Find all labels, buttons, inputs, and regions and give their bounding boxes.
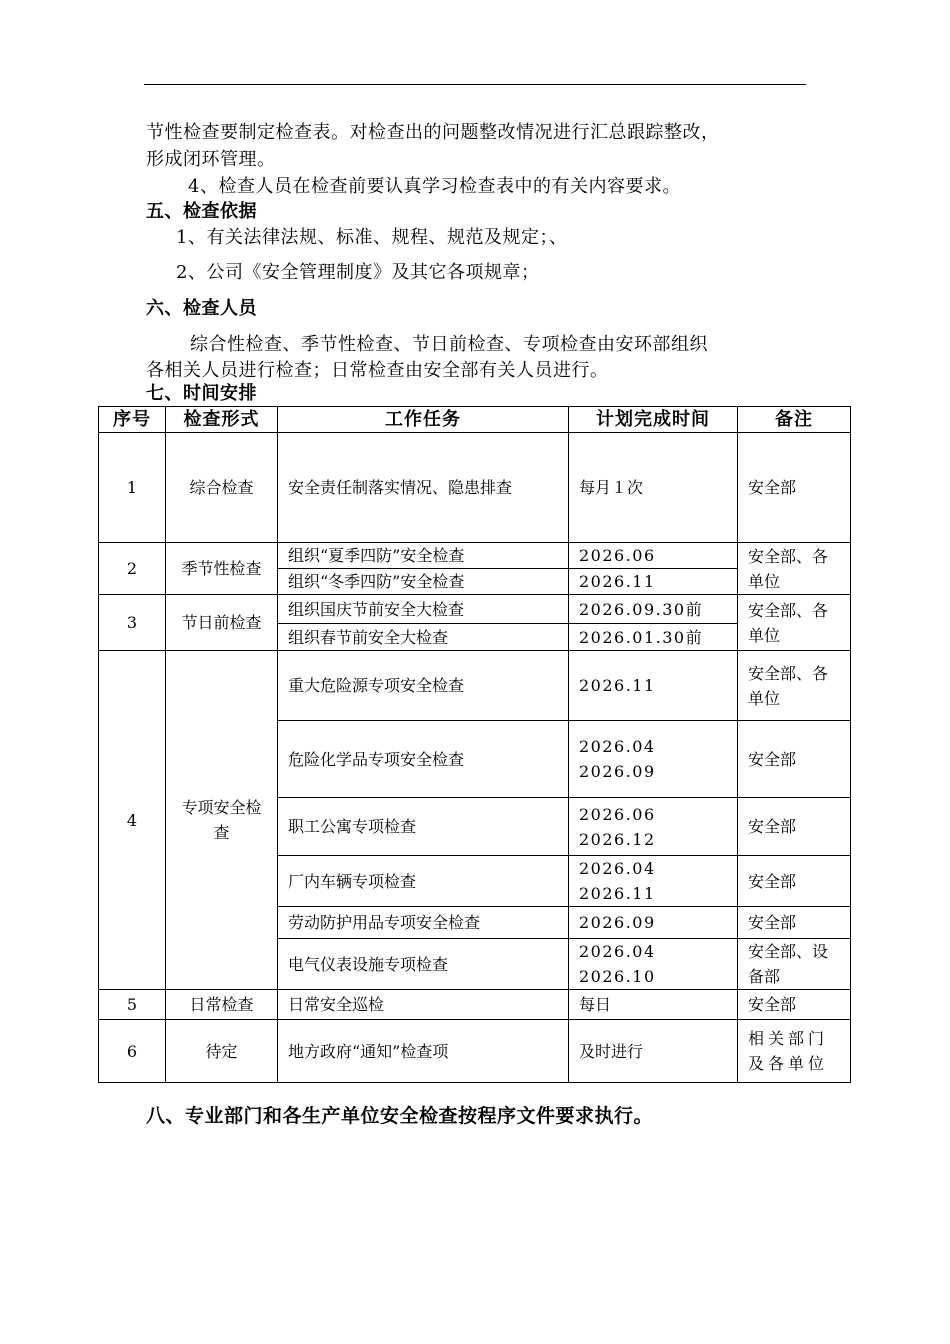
section-heading-5: 五、检查依据: [146, 201, 257, 222]
check-type: 节日前检查: [166, 595, 278, 651]
note-cell: 安全部: [738, 721, 851, 798]
task-cell: 组织国庆节前安全大检查: [278, 595, 569, 624]
task-cell: 组织“冬季四防”安全检查: [278, 569, 569, 595]
note-cell: 相关部门及各单位: [738, 1020, 851, 1083]
time-cell: 每月１次: [569, 433, 738, 543]
time-line: 2026.10: [579, 967, 656, 986]
time-cell: [569, 798, 738, 856]
time-cell: 2026.11: [569, 569, 738, 595]
time-line: 2026.09: [579, 762, 656, 781]
body-text-line: 形成闭环管理。: [146, 149, 276, 170]
note-cell: 安全部: [738, 433, 851, 543]
header-rule: [144, 84, 806, 85]
time-cell: [569, 856, 738, 907]
time-cell: 2026.09: [569, 907, 738, 939]
time-line: 2026.06: [579, 804, 656, 824]
row-number: 2: [99, 543, 166, 595]
schedule-table: [98, 406, 851, 1083]
header-time: 计划完成时间: [569, 407, 738, 433]
row-number: 6: [99, 1020, 166, 1083]
task-cell: 组织“夏季四防”安全检查: [278, 543, 569, 569]
note-cell: 安全部: [738, 907, 851, 939]
task-cell: 地方政府“通知”检查项: [278, 1020, 569, 1083]
check-type: 综合检查: [166, 433, 278, 543]
row-number: 3: [99, 595, 166, 651]
time-cell: 2026.09.30前: [569, 595, 738, 624]
time-line: 2026.04: [579, 859, 656, 878]
note-cell: 安全部: [738, 990, 851, 1020]
time-line: 2026.04: [579, 737, 656, 756]
time-cell: [569, 939, 738, 990]
table-row: [99, 990, 851, 1020]
body-text-line: 4、检查人员在检查前要认真学习检查表中的有关内容要求。: [188, 176, 681, 197]
task-cell: 重大危险源专项安全检查: [278, 651, 569, 721]
body-text-line: 节性检查要制定检查表。对检查出的问题整改情况进行汇总跟踪整改，: [146, 122, 720, 143]
task-cell: 电气仪表设施专项检查: [278, 939, 569, 990]
time-line: 2026.04: [579, 942, 656, 961]
time-cell: [569, 721, 738, 798]
check-type: 专项安全检查: [166, 651, 278, 990]
note-cell: 安全部、各单位: [738, 543, 851, 595]
header-no: 序号: [99, 407, 166, 433]
note-cell: 安全部、各单位: [738, 595, 851, 651]
table-header-row: [99, 407, 851, 433]
time-cell: 2026.11: [569, 651, 738, 721]
task-cell: 日常安全巡检: [278, 990, 569, 1020]
section-heading-6: 六、检查人员: [146, 298, 257, 319]
row-number: 1: [99, 433, 166, 543]
section-heading-7: 七、时间安排: [146, 383, 257, 404]
table-row: [99, 595, 851, 624]
body-text-line: 各相关人员进行检查；日常检查由安全部有关人员进行。: [146, 360, 609, 381]
note-cell: 安全部: [738, 798, 851, 856]
list-item: 2、公司《安全管理制度》及其它各项规章；: [176, 262, 540, 283]
table-row: [99, 651, 851, 721]
table-row: [99, 433, 851, 543]
task-cell: 组织春节前安全大检查: [278, 624, 569, 651]
note-cell: 安全部: [738, 856, 851, 907]
header-task: 工作任务: [278, 407, 569, 433]
table-row: [99, 1020, 851, 1083]
time-cell: 每日: [569, 990, 738, 1020]
task-cell: 劳动防护用品专项安全检查: [278, 907, 569, 939]
header-type: 检查形式: [166, 407, 278, 433]
time-line: 2026.11: [579, 884, 656, 903]
check-type: 季节性检查: [166, 543, 278, 595]
task-cell: 职工公寓专项检查: [278, 798, 569, 856]
check-type: 日常检查: [166, 990, 278, 1020]
time-cell: 及时进行: [569, 1020, 738, 1083]
task-cell: 危险化学品专项安全检查: [278, 721, 569, 798]
task-cell: 安全责任制落实情况、隐患排查: [278, 433, 569, 543]
time-line: 2026.12: [579, 829, 656, 849]
row-number: 4: [99, 651, 166, 990]
list-item: 1、有关法律法规、标准、规程、规范及规定；、: [176, 227, 568, 248]
time-cell: 2026.01.30前: [569, 624, 738, 651]
section-heading-8: 八、专业部门和各生产单位安全检查按程序文件要求执行。: [146, 1105, 654, 1127]
note-cell: 安全部、设备部: [738, 939, 851, 990]
check-type: 待定: [166, 1020, 278, 1083]
body-text-line: 综合性检查、季节性检查、节日前检查、专项检查由安环部组织: [190, 334, 708, 355]
note-cell: 安全部、各单位: [738, 651, 851, 721]
table-row: [99, 543, 851, 569]
time-cell: 2026.06: [569, 543, 738, 569]
row-number: 5: [99, 990, 166, 1020]
task-cell: 厂内车辆专项检查: [278, 856, 569, 907]
header-note: 备注: [738, 407, 851, 433]
